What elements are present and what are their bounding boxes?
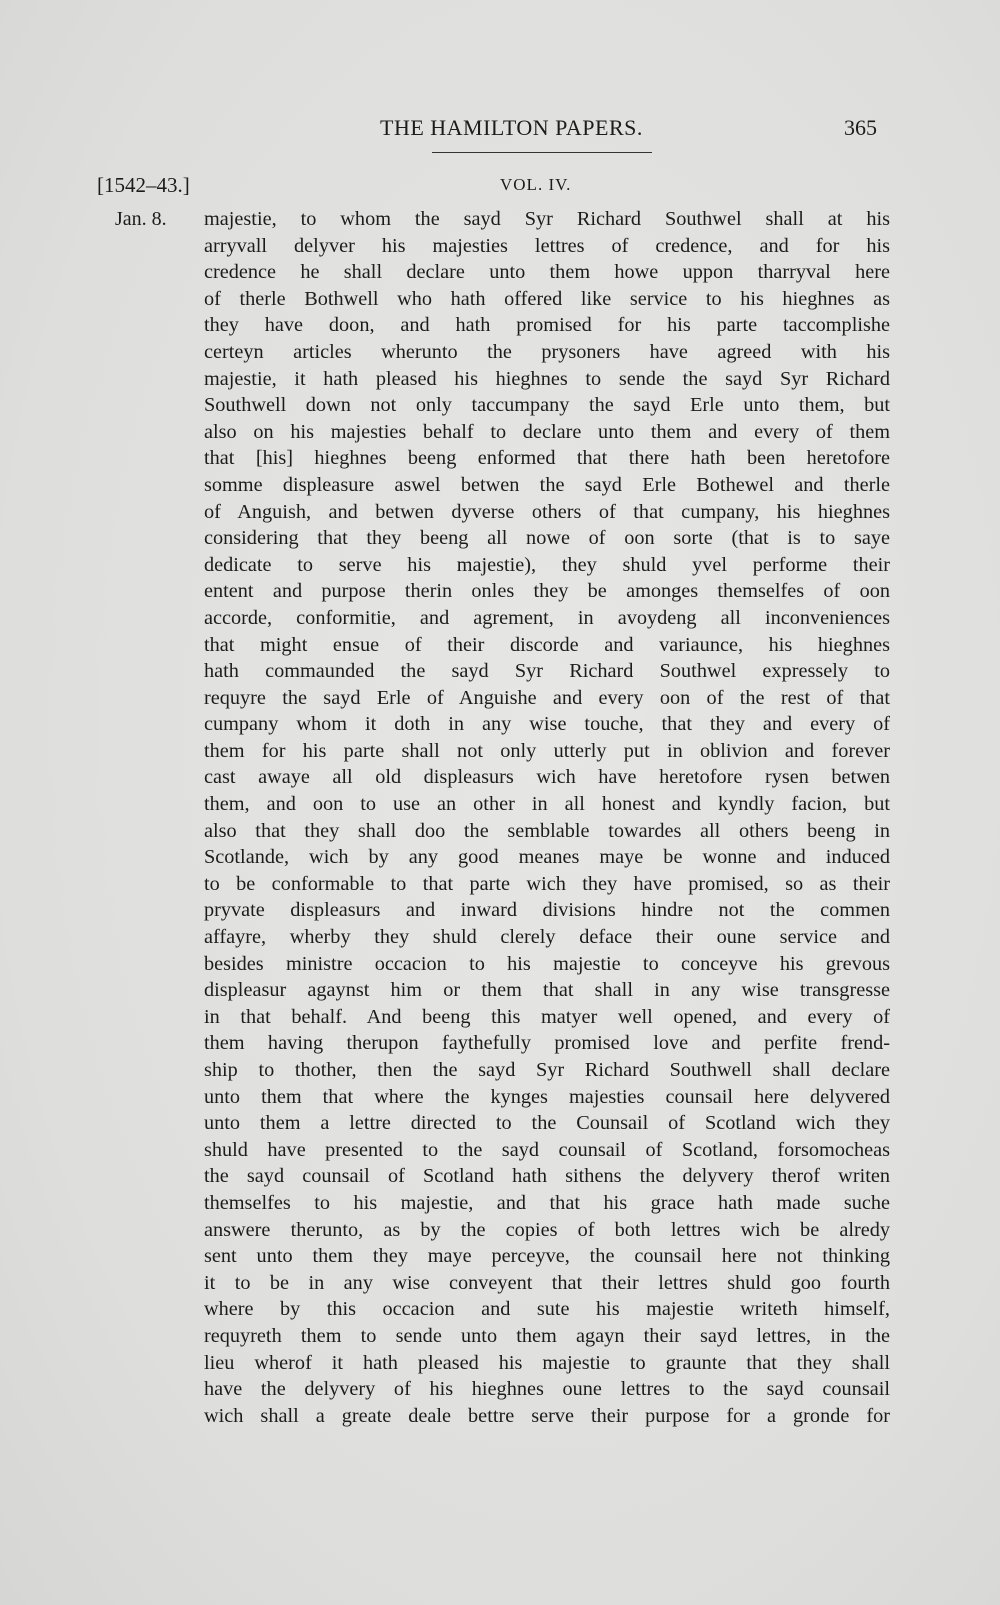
text-line: them for his parte shall not only utterly put in oblivion and forever [204, 739, 890, 762]
text-line: in that behalf. And beeng this matyer well opened, and every of [204, 1005, 890, 1028]
text-line: Southwell down not only taccumpany the sayd Erle unto them, but [204, 394, 890, 417]
title-rule [432, 152, 652, 153]
text-line: cumpany whom it doth in any wise touche, that they and every of [204, 713, 890, 736]
text-line: displeasur agaynst him or them that shall in any wise transgresse [204, 979, 890, 1002]
running-title: THE HAMILTON PAPERS. [380, 115, 643, 140]
text-line: them, and oon to use an other in all honest and kyndly facion, but [204, 793, 890, 816]
text-line: it to be in any wise conveyent that their lettres shuld goo fourth [204, 1271, 890, 1294]
text-line: the sayd counsail of Scotland hath sithens the delyvery therof writen [204, 1165, 890, 1188]
text-line: also on his majesties behalf to declare unto them and every of them [204, 420, 890, 443]
text-line: hath commaunded the sayd Syr Richard Southwel expressely to [204, 660, 890, 683]
text-line: to be conformable to that parte wich they have promised, so as their [204, 872, 890, 895]
text-line: certeyn articles wherunto the prysoners have agreed with his [204, 340, 890, 363]
text-line: themselfes to his majestie, and that his grace hath made suche [204, 1191, 890, 1214]
text-line: requyre the sayd Erle of Anguishe and every oon of the rest of that [204, 686, 890, 709]
date-range: [1542–43.] [97, 173, 190, 197]
text-line: majestie, it hath pleased his hieghnes to sende the sayd Syr Richard [204, 367, 890, 390]
text-line: credence he shall declare unto them howe uppon tharryval here [204, 261, 890, 284]
text-line: lieu wherof it hath pleased his majestie to graunte that they shall [204, 1351, 890, 1374]
text-line: they have doon, and hath promised for his parte taccomplishe [204, 314, 890, 337]
text-line: Scotlande, wich by any good meanes maye be wonne and induced [204, 846, 890, 869]
text-line: arryvall delyver his majesties lettres of credence, and for his [204, 234, 890, 257]
text-line: unto them that where the kynges majesties counsail here delyvered [204, 1085, 890, 1108]
volume-label: VOL. IV. [500, 175, 572, 194]
text-line: considering that they beeng all nowe of oon sorte (that is to saye [204, 527, 890, 550]
text-line: besides ministre occacion to his majestie to conceyve his grevous [204, 952, 890, 975]
letter-body [204, 206, 890, 1429]
text-line: sent unto them they maye perceyve, the counsail here not thinking [204, 1245, 890, 1268]
text-line: answere therunto, as by the copies of both lettres wich be alredy [204, 1218, 890, 1241]
text-line: that [his] hieghnes beeng enformed that there hath been heretofore [204, 447, 890, 470]
text-line: of therle Bothwell who hath offered like service to his hieghnes as [204, 287, 890, 310]
text-line: them having therupon faythefully promised love and perfite frend- [204, 1032, 890, 1055]
text-line: accorde, conformitie, and agrement, in avoydeng all inconveniences [204, 606, 890, 629]
text-line: of Anguish, and betwen dyverse others of that cumpany, his hieghnes [204, 500, 890, 523]
text-line: also that they shall doo the semblable towardes all others beeng in [204, 819, 890, 842]
text-line: majestie, to whom the sayd Syr Richard Southwel shall at his [204, 208, 890, 230]
text-line: requyreth them to sende unto them agayn their sayd lettres, in the [204, 1324, 890, 1347]
text-line: unto them a lettre directed to the Counsail of Scotland wich they [204, 1112, 890, 1135]
text-line: have the delyvery of his hieghnes oune lettres to the sayd counsail [204, 1378, 890, 1401]
text-line: that might ensue of their discorde and variaunce, his hieghnes [204, 633, 890, 656]
text-line: dedicate to serve his majestie), they shuld yvel performe their [204, 553, 890, 576]
text-line: pryvate displeasurs and inward divisions hindre not the commen [204, 899, 890, 922]
text-line: affayre, wherby they shuld clerely deface their oune service and [204, 926, 890, 949]
text-line: entent and purpose therin onles they be amonges themselfes of oon [204, 580, 890, 603]
page-number: 365 [844, 115, 877, 140]
text-line: somme displeasure aswel betwen the sayd Erle Bothewel and therle [204, 473, 890, 496]
text-line: shuld have presented to the sayd counsail of Scotland, forsomocheas [204, 1138, 890, 1161]
margin-date: Jan. 8. [115, 208, 167, 230]
text-line: ship to thother, then the sayd Syr Richard Southwell shall declare [204, 1059, 890, 1081]
text-line: wich shall a greate deale bettre serve their purpose for a gronde for [204, 1404, 890, 1427]
text-line: where by this occacion and sute his majestie writeth himself, [204, 1298, 890, 1321]
text-line: cast awaye all old displeasurs wich have heretofore rysen betwen [204, 766, 890, 789]
